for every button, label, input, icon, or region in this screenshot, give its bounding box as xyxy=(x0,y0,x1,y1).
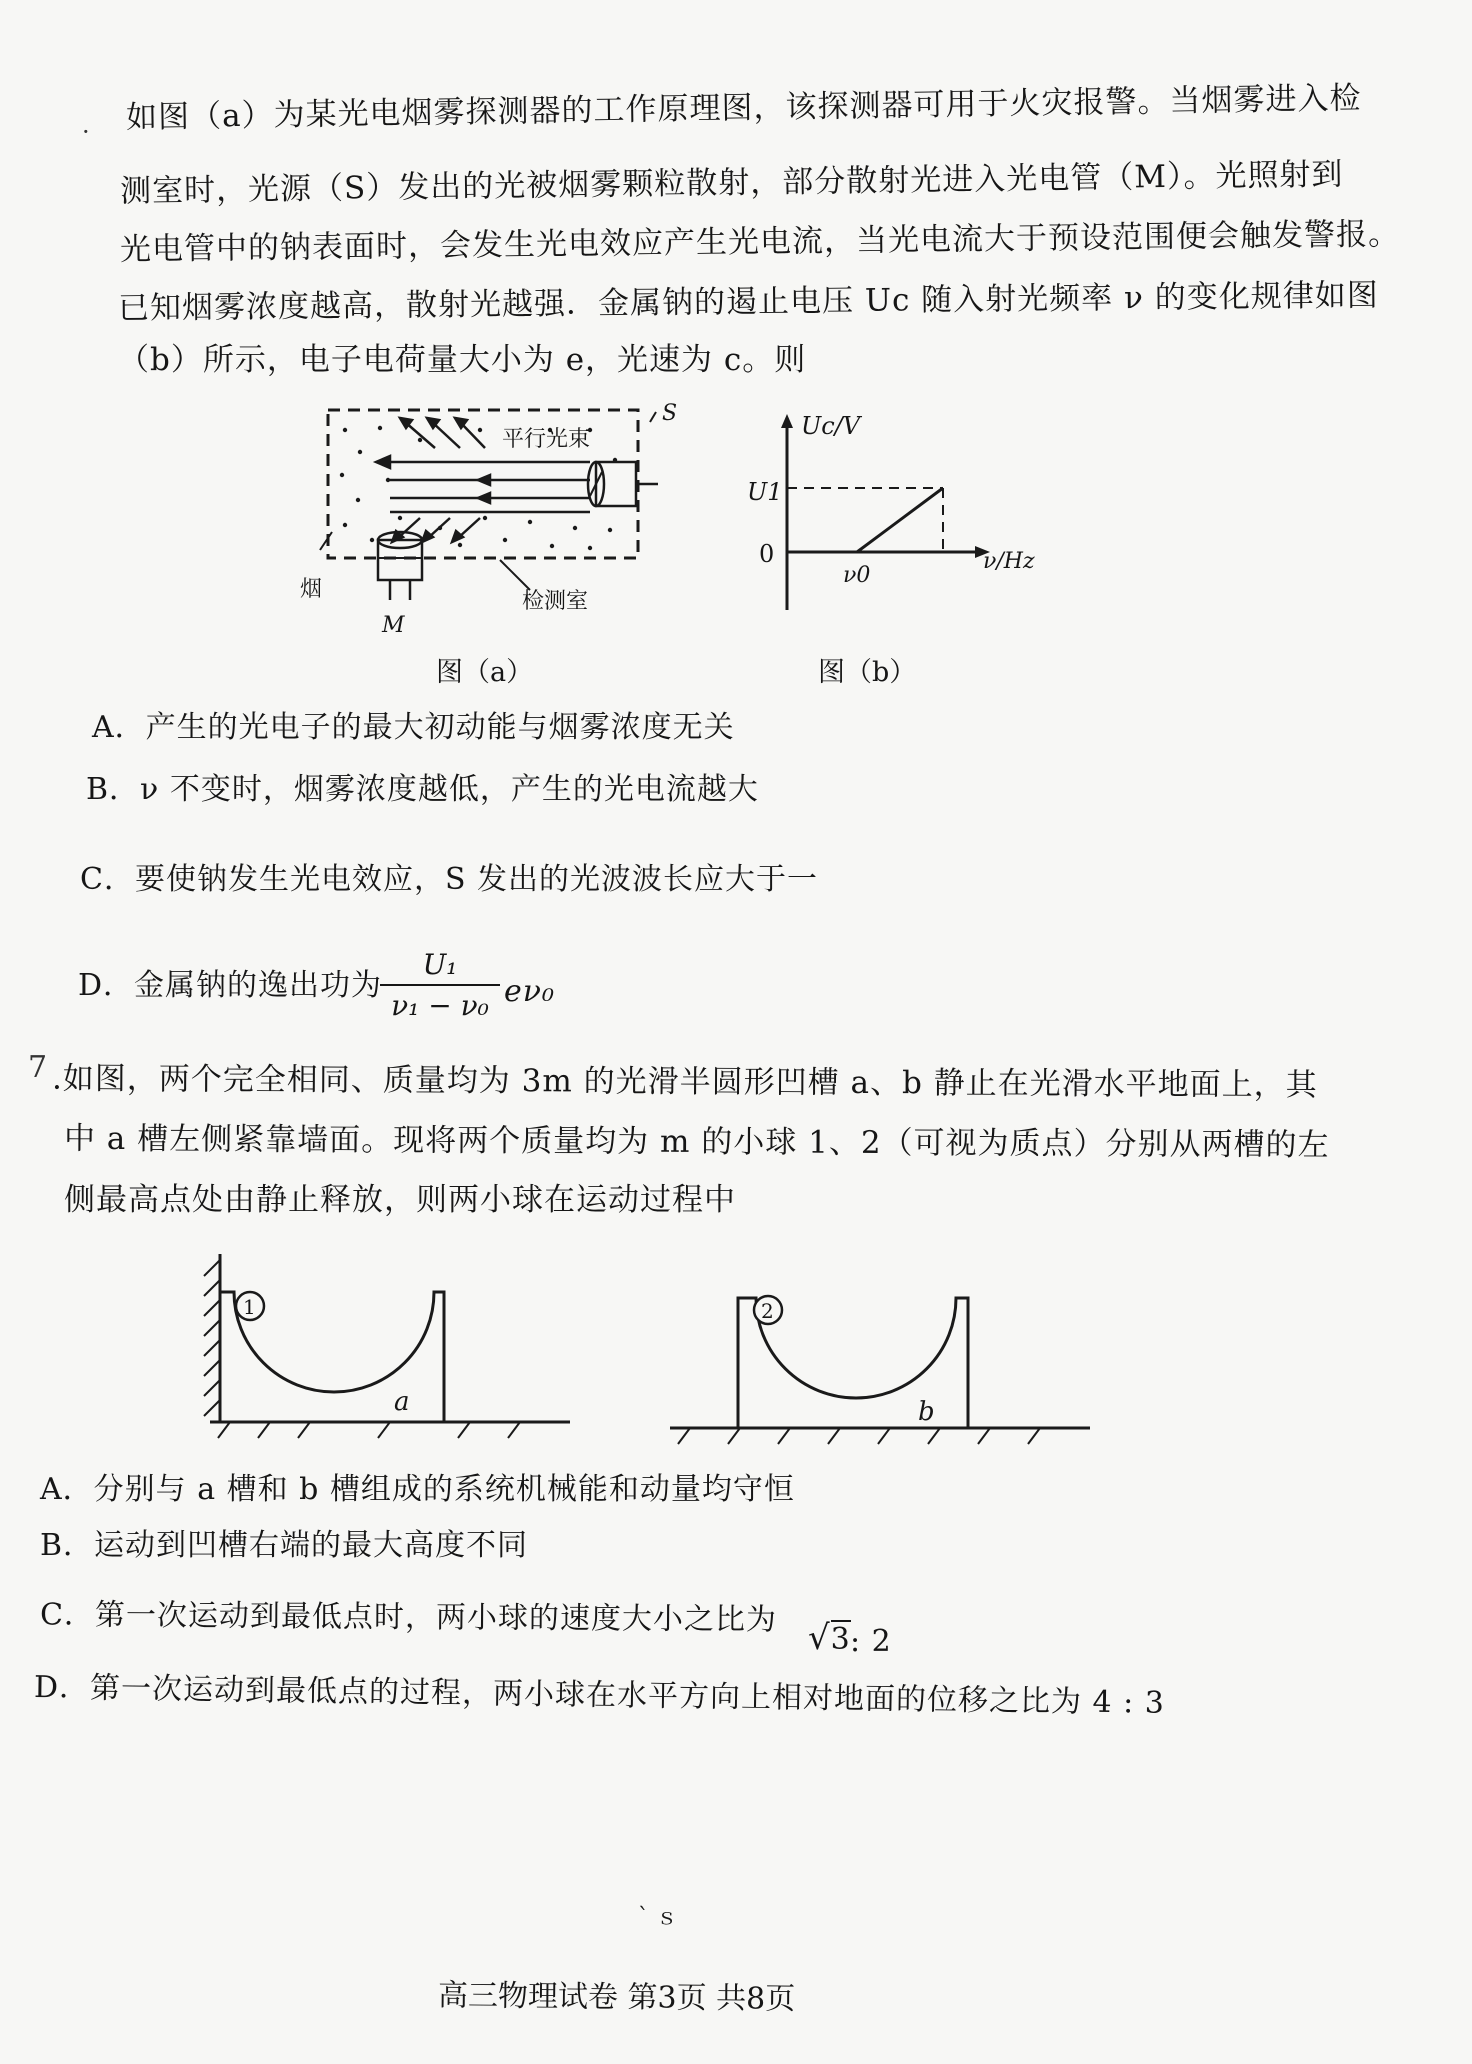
q7-option-c-sqrt: √3 xyxy=(808,1618,851,1658)
groove-b-label: b xyxy=(918,1397,935,1427)
q6-line-2: 测室时，光源（S）发出的光被烟雾颗粒散射，部分散射光进入光电管（M）。光照射到 xyxy=(119,156,1344,210)
margin-mark: · xyxy=(82,118,90,146)
q6-line-1: 如图（a）为某光电烟雾探测器的工作原理图，该探测器可用于火灾报警。当烟雾进入检 xyxy=(125,80,1362,136)
label-origin: 0 xyxy=(759,540,775,568)
label-chamber: 检测室 xyxy=(522,589,589,614)
q7-option-b: B．运动到凹槽右端的最大高度不同 xyxy=(40,1528,529,1563)
q7-line-2: 中 a 槽左侧紧靠墙面。现将两个质量均为 m 的小球 1、2（可视为质点）分别从两槽的左 xyxy=(63,1120,1330,1164)
q6-option-b: B．ν 不变时，烟雾浓度越低，产生的光电流越大 xyxy=(86,772,759,807)
q6-option-d-prefix: D．金属钠的逸出功为 xyxy=(78,968,383,1003)
sqrt-radicand: 3 xyxy=(830,1622,851,1657)
groove-a-label: a xyxy=(394,1387,410,1417)
fraction-numerator: U₁ xyxy=(380,948,500,986)
page-mark: ˋ ｓ xyxy=(638,1905,678,1930)
ball-1-label: 1 xyxy=(243,1295,256,1319)
figure-b-caption: 图（b） xyxy=(818,657,917,688)
figure-a-caption: 图（a） xyxy=(436,657,534,688)
ball-2-label: 2 xyxy=(761,1299,774,1323)
q7-number: 7 xyxy=(28,1050,48,1085)
ylabel: Uc/V xyxy=(801,412,861,440)
fraction-denominator: ν₁ − ν₀ xyxy=(391,989,489,1022)
figure-a-smoke-detector xyxy=(290,400,690,640)
label-parallel-beam: 平行光束 xyxy=(502,427,591,452)
label-U1: U1 xyxy=(747,478,783,506)
label-M: M xyxy=(382,613,405,638)
label-smoke: 烟 xyxy=(300,577,323,602)
q7-option-c-suffix: : 2 xyxy=(850,1624,892,1659)
label-v0: ν0 xyxy=(843,563,871,588)
label-S: S xyxy=(662,401,678,426)
q6-option-a: A．产生的光电子的最大初动能与烟雾浓度无关 xyxy=(92,710,735,745)
q7-figure-grooves xyxy=(190,1250,1110,1470)
q7-option-c-prefix: C．第一次运动到最低点时，两小球的速度大小之比为 xyxy=(39,1597,778,1638)
page-footer: 高三物理试卷 第3页 共8页 xyxy=(437,1978,796,2017)
q6-line-5: （b）所示，电子电荷量大小为 e，光速为 c。则 xyxy=(118,342,807,378)
q7-line-1: .如图，两个完全相同、质量均为 3m 的光滑半圆形凹槽 a、b 静止在光滑水平地面上，其 xyxy=(51,1060,1318,1104)
q7-line-3: 侧最高点处由静止释放，则两小球在运动过程中 xyxy=(64,1182,736,1218)
q6-line-3: 光电管中的钠表面时，会发生光电效应产生光电流，当光电流大于预设范围便会触发警报。 xyxy=(119,216,1401,268)
xlabel: ν/Hz xyxy=(983,549,1035,574)
q7-option-a: A．分别与 a 槽和 b 槽组成的系统机械能和动量均守恒 xyxy=(40,1472,795,1507)
figure-b-uc-vs-frequency xyxy=(745,410,1045,620)
q6-option-d-suffix: eν₀ xyxy=(504,974,556,1009)
q7-option-d: D．第一次运动到最低点的过程，两小球在水平方向上相对地面的位移之比为 4 : 3 xyxy=(33,1670,1166,1721)
q6-option-c: C．要使钠发生光电效应，S 发出的光波波长应大于一 xyxy=(80,862,819,897)
q6-option-d-fraction xyxy=(380,948,500,1024)
q6-line-4: 已知烟雾浓度越高，散射光越强．金属钠的遏止电压 Uc 随入射光频率 ν 的变化规律如图 xyxy=(117,277,1379,327)
